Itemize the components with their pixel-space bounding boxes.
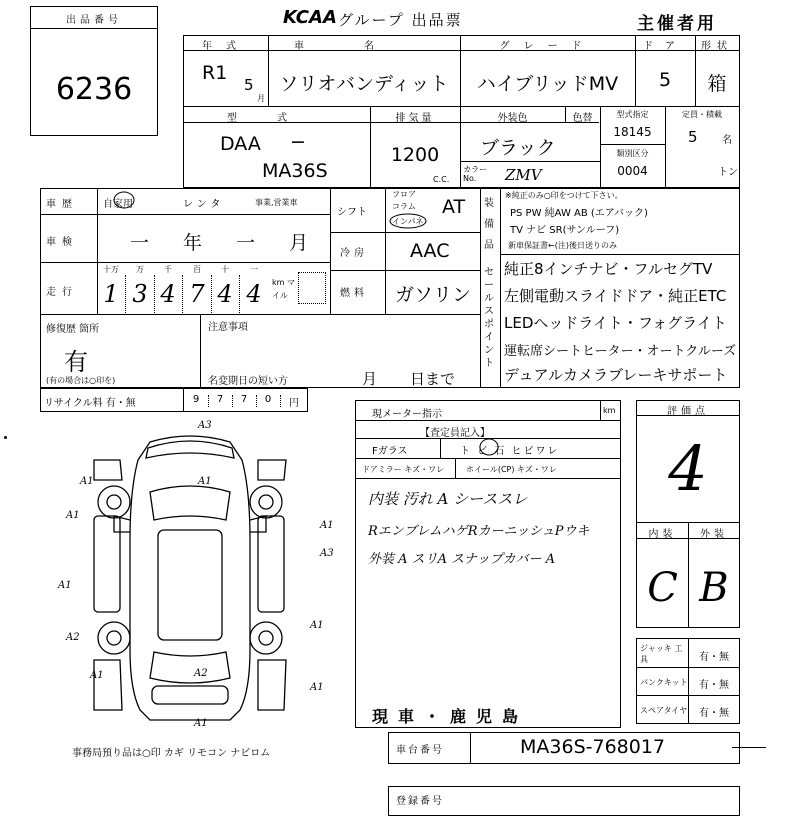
capacity-unit: 名 xyxy=(722,135,732,146)
cc-unit: C.C. xyxy=(433,175,450,184)
car-name: ソリオバンディット xyxy=(279,73,449,95)
form-title: グループ 出品票 xyxy=(338,11,463,29)
glass-options: ト ビ 石 ヒビワレ xyxy=(460,446,560,457)
capacity: 5 xyxy=(688,128,698,146)
lot-number-label: 出品番号 xyxy=(66,15,122,26)
color-no: ZMV xyxy=(505,166,542,184)
repair-note: (有の場合は○印を) xyxy=(46,376,116,385)
damage-mark: A1 xyxy=(90,670,104,681)
mileage-digit: 4 xyxy=(246,280,262,308)
damage-mark: A3 xyxy=(198,420,212,431)
year-label: 年式 xyxy=(202,41,250,52)
notes-deadline: 名変期日の短い方 xyxy=(208,376,288,387)
warranty-note: 新車保証書←(注)後日送りのみ xyxy=(508,241,617,250)
model-dash: − xyxy=(290,131,306,153)
equipment-row1: PS PW 純AW AB (エアバック) xyxy=(510,208,648,219)
damage-marks xyxy=(30,420,350,740)
inspector-remark: RエンブレムハゲRカーニッシュPウキ xyxy=(368,524,590,539)
recycle-unit: 円 xyxy=(289,398,299,409)
history-private: 自家用 xyxy=(103,199,133,210)
repair-label: 修復歴 箇所 xyxy=(46,324,100,335)
shift-floor: フロア xyxy=(392,190,416,199)
fuel-label: 燃料 xyxy=(340,288,368,299)
brand-logo: KCAA xyxy=(283,7,337,28)
displacement: 1200 xyxy=(390,144,440,166)
damage-mark: A1 xyxy=(194,718,208,729)
sales-point-item: LEDヘッドライト・フォグライト xyxy=(504,314,727,332)
inspector-header: 【査定員記入】 xyxy=(420,428,490,439)
color-label: 外装色 xyxy=(497,113,528,124)
damage-mark: A1 xyxy=(80,476,94,487)
month-unit: 月 xyxy=(257,94,265,103)
shift-circle-mark xyxy=(388,212,428,230)
model-prefix: DAA xyxy=(220,133,261,155)
recycle-digit: 0 xyxy=(264,394,272,405)
spec-no: 18145 xyxy=(613,125,652,139)
history-label: 車歴 xyxy=(46,199,78,210)
lot-number: 6236 xyxy=(55,72,133,107)
sales-point-item: 左側電動スライドドア・純正ETC xyxy=(504,287,727,305)
exterior-color: ブラック xyxy=(480,137,556,159)
sales-points-label: セールスポイント xyxy=(484,267,494,369)
repair-value: 有 xyxy=(64,348,88,376)
damage-mark: A1 xyxy=(310,620,324,631)
mileage-unit-label: km マイル xyxy=(272,278,295,300)
fuel-value: ガソリン xyxy=(395,284,472,306)
vehicle-location: 現車・鹿児島 xyxy=(372,707,529,726)
shift-column: コラム xyxy=(392,202,416,211)
notes-day: 日まで xyxy=(410,370,456,388)
history-rental: レンタ xyxy=(183,199,225,210)
sales-point-item: 運転席シートヒーター・オートクルーズ xyxy=(504,344,737,359)
exterior-grade: B xyxy=(699,565,729,611)
glass-label: Fガラス xyxy=(372,446,408,457)
recycle-label: リサイクル料 有・無 xyxy=(44,398,136,409)
mileage-unit: 万 xyxy=(136,265,144,274)
notes-label: 注意事項 xyxy=(208,322,248,333)
shift-value: AT xyxy=(442,196,466,218)
damage-mark: A1 xyxy=(310,682,324,693)
history-circle-mark xyxy=(112,190,136,210)
damage-mark: A3 xyxy=(320,548,334,559)
car-name-label: 車名 xyxy=(294,41,434,52)
glass-circle-mark xyxy=(478,437,500,457)
damage-mark: A1 xyxy=(320,520,334,531)
mirror-label: ドアミラー キズ・ワレ xyxy=(362,465,445,474)
mileage-unit: 千 xyxy=(164,265,172,274)
grade-label: グレード xyxy=(499,41,596,52)
mileage-unit: 十 xyxy=(221,265,229,274)
equipment-note: ※純正のみ○印をつけて下さい。 xyxy=(505,191,623,200)
displacement-label: 排気量 xyxy=(395,113,435,124)
sales-point-item: 純正8インチナビ・フルセグTV xyxy=(504,260,713,278)
damage-mark: A2 xyxy=(194,668,208,679)
mileage-unit: 一 xyxy=(250,265,258,274)
inspector-remark: 内装 汚れ A シーススレ xyxy=(368,490,528,508)
chassis-label: 車台番号 xyxy=(396,745,444,756)
inspection-label: 車検 xyxy=(46,237,78,248)
color-change-label: 色替 xyxy=(572,113,593,124)
spare-label: スペアタイヤ xyxy=(640,706,688,715)
meter-label: 現メーター指示 xyxy=(372,409,442,420)
mileage-digit: 3 xyxy=(132,280,148,308)
rating-score: 4 xyxy=(668,432,708,505)
recycle-digit: 9 xyxy=(192,394,200,405)
recycle-digit: 7 xyxy=(240,394,248,405)
model-label: 型式 xyxy=(227,113,327,124)
inspection-value: 一 年 一 月 xyxy=(130,232,323,254)
chassis-number: MA36S-768017 xyxy=(520,736,666,758)
jack-label: ジャッキ 工具 xyxy=(640,644,683,664)
notes-month: 月 xyxy=(362,370,378,388)
damage-mark: A1 xyxy=(66,510,80,521)
door-label: ドア xyxy=(643,41,687,52)
spare-options: 有・無 xyxy=(699,708,729,719)
grade: ハイブリッドMV xyxy=(476,73,619,95)
equipment-row2: TV ナビ SR(サンルーフ) xyxy=(510,225,620,236)
damage-mark: A1 xyxy=(58,580,72,591)
load-unit: トン xyxy=(718,167,738,178)
puncture-options: 有・無 xyxy=(699,680,729,691)
damage-mark: A1 xyxy=(198,476,212,487)
mileage-label: 走行 xyxy=(46,287,78,298)
interior-grade: C xyxy=(647,565,678,611)
shift-panel: インパネ xyxy=(392,217,424,226)
chassis-end-mark xyxy=(732,747,766,748)
registration-label: 登録番号 xyxy=(396,796,444,807)
jack-options: 有・無 xyxy=(699,652,729,663)
class-label-text: 類別区分 xyxy=(616,149,649,158)
mileage-digits xyxy=(97,263,269,314)
door-count: 5 xyxy=(658,69,672,91)
inspector-remark: 外装 A スリA スナップカバー A xyxy=(368,552,556,567)
equipment-label: 装備品 xyxy=(484,198,494,251)
aircon-label: 冷房 xyxy=(340,248,368,259)
stray-dot xyxy=(4,436,7,439)
wheel-label: ホイール(CP) キズ・ワレ xyxy=(466,465,557,474)
sales-point-item: デュアルカメラブレーキサポート xyxy=(504,366,728,384)
shift-label: シフト xyxy=(337,207,367,218)
aircon-value: AAC xyxy=(410,240,450,262)
capacity-label: 定員・積載 xyxy=(682,110,722,119)
exterior-label: 外装 xyxy=(700,529,728,540)
body-type: 箱 xyxy=(707,73,727,95)
office-items-note: 事務局預り品は○印 カギ リモコン ナビロム xyxy=(72,748,271,759)
mileage-unit: 十万 xyxy=(103,265,119,274)
damage-mark: A2 xyxy=(66,632,80,643)
model-code: MA36S xyxy=(262,160,328,182)
interior-label: 内装 xyxy=(648,529,677,540)
organizer-label: 主催者用 xyxy=(637,14,717,34)
mileage-mile-box xyxy=(298,272,326,304)
year-era: R1 xyxy=(202,62,228,84)
mileage-unit: 百 xyxy=(193,265,201,274)
mileage-digit: 4 xyxy=(160,280,176,308)
puncture-label: パンクキット xyxy=(640,678,688,687)
history-business: 事業,営業車 xyxy=(255,198,298,207)
mileage-digit: 4 xyxy=(217,280,233,308)
year-month: 5 xyxy=(244,76,254,94)
color-no-label: カラー No. xyxy=(463,165,487,183)
meter-unit: km xyxy=(603,406,616,415)
mileage-digit: 7 xyxy=(189,280,205,308)
mileage-digit: 1 xyxy=(103,280,119,308)
recycle-digit: 7 xyxy=(216,394,224,405)
class-no: 0004 xyxy=(617,164,648,178)
spec-label: 型式指定 xyxy=(616,110,649,119)
rating-label: 評価点 xyxy=(667,406,709,417)
body-label: 形状 xyxy=(701,41,733,52)
